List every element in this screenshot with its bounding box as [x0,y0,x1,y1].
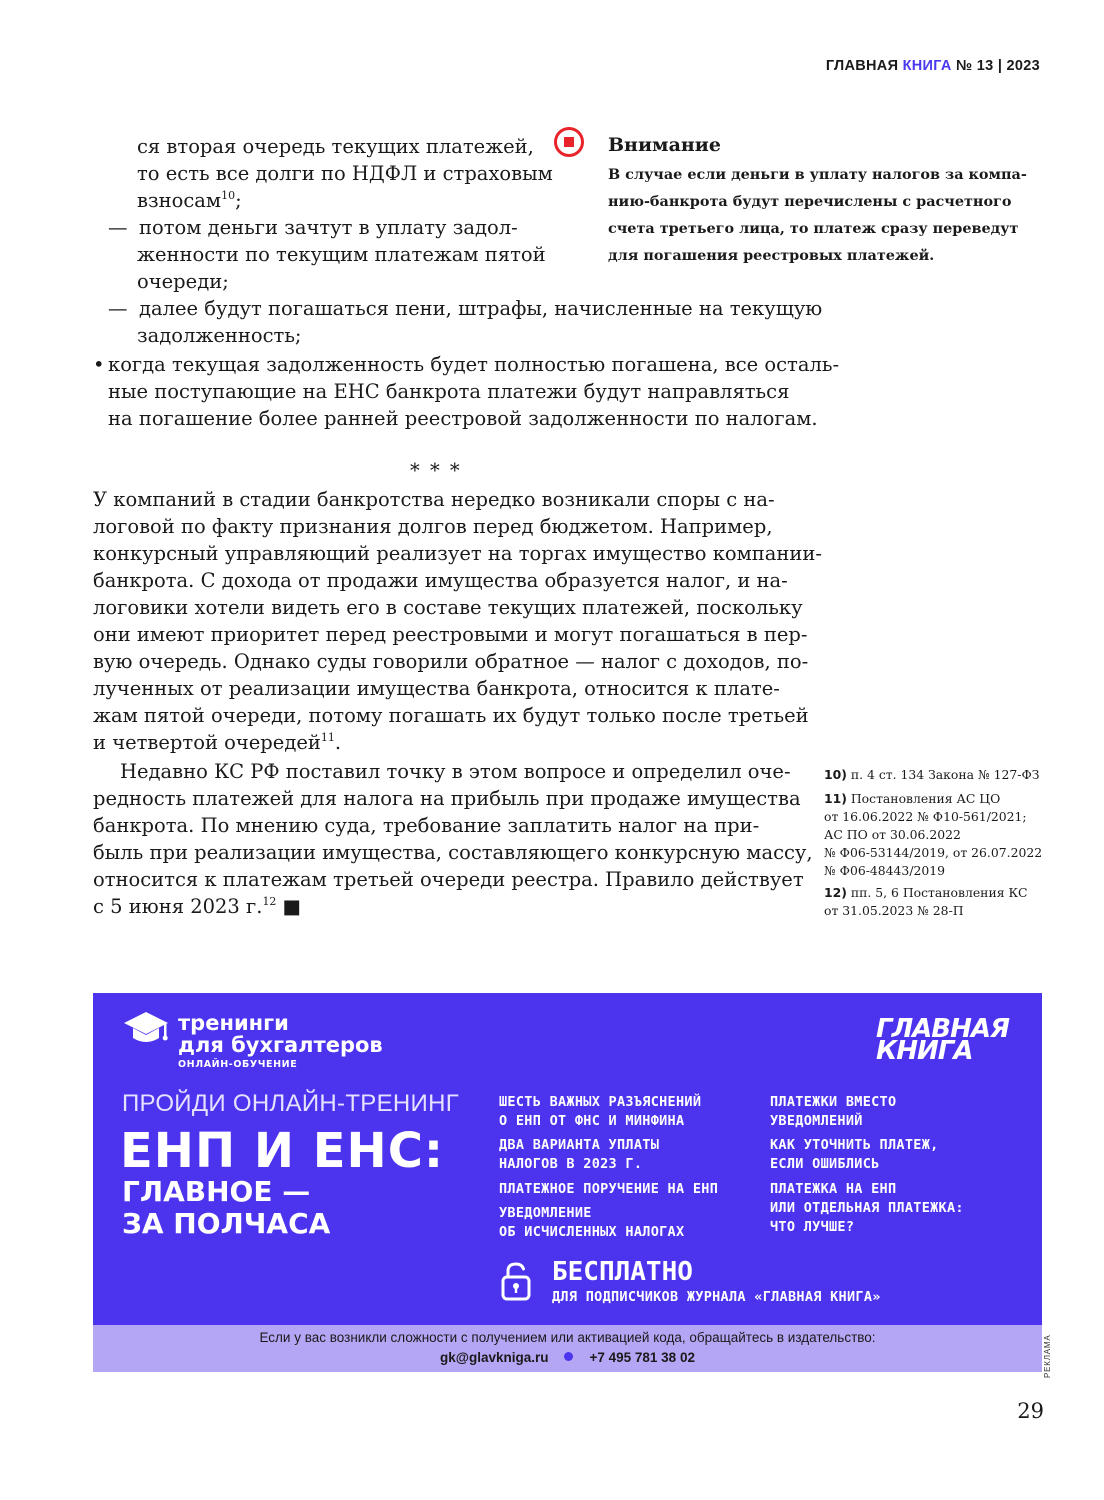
footnote-ref-12[interactable]: 12 [262,894,277,908]
list-continuation-line: то есть все долги по НДФЛ и страховым [137,162,553,185]
bullet-item-line: на погашение более ранней реестровой задолженности по налогам. [108,407,818,430]
ad-headline: ЕНП И ЕНС: [120,1123,445,1179]
attention-text-line: счета третьего лица, то платеж сразу переведут [608,220,1019,237]
bullet-item-line: ные поступающие на ЕНС банкрота платежи будут направляться [108,380,790,403]
attention-text-line: В случае если деньги в уплату налогов за компа- [608,166,1027,183]
contact-email-link[interactable]: gk@glavkniga.ru [440,1350,549,1365]
dash-item-line: потом деньги зачтут в уплату задол- [139,216,518,239]
paragraph-line: быль при реализации имущества, составляющего конкурсную массу, [93,841,813,864]
ad-free-subtitle: ДЛЯ ПОДПИСЧИКОВ ЖУРНАЛА «ГЛАВНАЯ КНИГА» [552,1289,881,1305]
ad-topic-item: ПЛАТЕЖКА НА ЕНП ИЛИ ОТДЕЛЬНАЯ ПЛАТЕЖКА: ЧТО ЛУЧШЕ? [770,1181,964,1235]
list-continuation-line: взносам$^{10}$; [137,188,242,212]
footnote-10: 10) п. 4 ст. 134 Закона № 127-ФЗ [824,767,1040,782]
paragraph-line: логовой по факту признания долгов перед бюджетом. Например, [93,515,773,538]
trainings-subtitle: ОНЛАЙН-ОБУЧЕНИЕ [178,1059,298,1070]
header-magazine-name: ГЛАВНАЯ [825,58,903,74]
ad-pre-title: ПРОЙДИ ОНЛАЙН-ТРЕНИНГ [122,1090,460,1117]
bullet-marker: • [93,353,105,376]
svg-text:РЕКЛАМА: РЕКЛАМА [1043,1334,1052,1378]
footnote-11-line: АС ПО от 30.06.2022 [824,827,961,842]
paragraph-line: редность платежей для налога на прибыль при продаже имущества [93,787,801,810]
reklama-label [1040,1320,1054,1380]
header-magazine-accent: КНИГА [902,58,952,74]
dash-item-line: женности по текущим платежам пятой [137,243,546,266]
dash-marker: — [108,297,128,320]
end-of-article-mark: ■ [282,895,302,918]
paragraph-line: вую очередь. Однако суды говорили обратное — налог с доходов, по- [93,650,809,673]
dash-item-line: очереди; [137,270,229,293]
separator-dot-icon [564,1352,573,1361]
ad-subheadline: ЗА ПОЛЧАСА [122,1207,331,1240]
ad-subheadline: ГЛАВНОЕ — [122,1175,311,1208]
footnote-12: 12) пп. 5, 6 Постановления КС [824,885,1028,900]
paragraph-line: относится к платежам третьей очереди реестра. Правило действует [93,868,804,891]
unlock-icon [500,1261,532,1301]
footnote-ref-10[interactable]: 10 [221,188,236,202]
footnote-11-line: от 16.06.2022 № Ф10-561/2021; [824,809,1027,824]
ad-contact-text: Если у вас возникли сложности с получением или активацией кода, обращайтесь в издательство: [259,1330,876,1345]
contact-phone-link[interactable]: +7 495 781 38 02 [589,1350,695,1365]
attention-text-line: для погашения реестровых платежей. [608,247,935,264]
footnote-11-line: № Ф06-53144/2019, от 26.07.2022 [824,845,1043,860]
footnote-11: 11) Постановления АС ЦО [824,791,1001,806]
footnote-11-line: № Ф06-48443/2019 [824,863,946,878]
graduation-cap-icon [122,1010,170,1050]
ad-topic-item: УВЕДОМЛЕНИЕ ОБ ИСЧИСЛЕННЫХ НАЛОГАХ [499,1205,685,1240]
attention-title: Внимание [608,134,721,156]
footnote-12-line: от 31.05.2023 № 28-П [824,903,964,918]
paragraph-line: конкурсный управляющий реализует на торгах имущество компании- [93,542,823,565]
header-issue: № 13 | 2023 [951,58,1040,74]
trainings-title: тренинги для бухгалтеров [178,1011,383,1057]
paragraph-line: с 5 июня 2023 г.$^{12}$ ■ [93,894,302,918]
paragraph-line: логовики хотели видеть его в составе текущих платежей, поскольку [93,596,803,619]
paragraph-line: банкрота. С дохода от продажи имущества образуется налог, и на- [93,569,788,592]
ad-topic-item: ШЕСТЬ ВАЖНЫХ РАЗЪЯСНЕНИЙ О ЕНП ОТ ФНС И МИНФИНА [499,1094,702,1129]
dash-item-line: задолженность; [137,324,302,347]
ad-topic-item: ДВА ВАРИАНТА УПЛАТЫ НАЛОГОВ В 2023 Г. [499,1137,660,1172]
paragraph-line: жам пятой очереди, потому погашать их будут только после третьей [93,704,809,727]
section-separator: * * * [410,459,462,482]
list-continuation-line: ся вторая очередь текущих платежей, [137,135,534,158]
footnote-ref-11[interactable]: 11 [320,730,335,744]
dash-marker: — [108,216,128,239]
paragraph-line: лученных от реализации имущества банкрота, относится к плате- [93,677,780,700]
ad-contact-details [93,1350,1042,1365]
paragraph-line: и четвертой очередей$^{11}$. [93,730,342,754]
bullet-item-line: когда текущая задолженность будет полностью погашена, все осталь- [108,353,840,376]
paragraph-line: У компаний в стадии банкротства нередко возникали споры с на- [93,488,775,511]
page-number: 29 [1017,1399,1044,1423]
glavnaya-kniga-logo: ГЛАВНАЯ КНИГА [876,1014,1010,1066]
paragraph-line: они имеют приоритет перед реестровыми и могут погашаться в пер- [93,623,808,646]
paragraph-line: банкрота. По мнению суда, требование заплатить налог на при- [93,814,760,837]
paragraph-line: Недавно КС РФ поставил точку в этом вопросе и определил оче- [120,760,791,783]
ad-topic-item: КАК УТОЧНИТЬ ПЛАТЕЖ, ЕСЛИ ОШИБЛИСЬ [770,1137,939,1172]
ad-free-title: БЕСПЛАТНО [552,1257,693,1287]
running-header [600,58,1040,74]
attention-icon [554,127,584,157]
ad-topic-item: ПЛАТЕЖКИ ВМЕСТО УВЕДОМЛЕНИЙ [770,1094,897,1129]
attention-text-line: нию-банкрота будут перечислены с расчетного [608,193,1012,210]
dash-item-line: далее будут погашаться пени, штрафы, начисленные на текущую [139,297,823,320]
ad-topic-item: ПЛАТЕЖНОЕ ПОРУЧЕНИЕ НА ЕНП [499,1181,719,1197]
